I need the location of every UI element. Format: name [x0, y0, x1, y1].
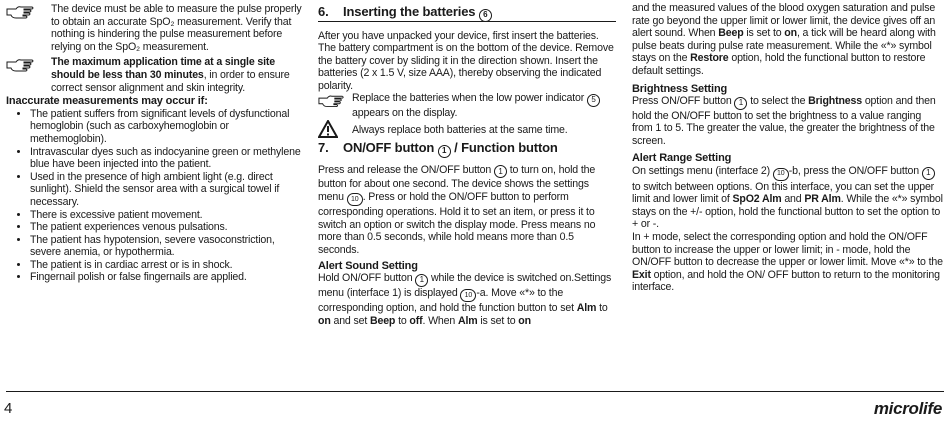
note-max-time-text: The maximum application time at a single site should be less than 30 minutes, in order to ensure correct sensor alignment and skin integrity. [51, 56, 290, 94]
left-column [6, 0, 302, 284]
alert-range-mode-paragraph: In + mode, select the corresponding option and hold the ON/OFF button to increase the upper or lower limit; in - mode, hold the ON/OFF button to decrease the upper or lower limit. Move «*» to the Exit option, and hold the ON/ OFF button to return to the monitoring interface. [632, 230, 943, 294]
alert-sound-paragraph: Hold ON/OFF button 1 while the device is switched on.Settings menu (interface 1) is displayed 10 -a. Move «*» to the corresponding option, and hold the function button to set Alm to on and set Beep to off. When Alm is set to on [318, 272, 612, 327]
list-item: • The patient is in cardiac arrest or is in shock. [30, 259, 302, 272]
brand-logo: microlife [873, 399, 942, 418]
alert-range-heading: Alert Range Setting [632, 152, 732, 165]
note-replace-batteries: Replace the batteries when the low power indicator 5 appears on the display. [318, 92, 616, 119]
pointing-hand-icon [6, 3, 36, 23]
alert-continuation-paragraph: and the measured values of the blood oxygen saturation and pulse rate go beyond the upper limit or lower limit, the device gives off an alert sound. When Beep is set to on, a tick will be heard along with pulse beats during pulse rate measurement. While the «*» symbol stays on the Restore option, hold the functional button to restore default settings. [632, 2, 936, 77]
footer-rule [6, 391, 944, 392]
list-item: • Fingernail polish or false fingernails are applied. [30, 271, 302, 284]
ref-circle: 6 [479, 9, 492, 22]
middle-column [318, 0, 616, 327]
section-6-heading: 6. Inserting the batteries 6 [318, 4, 616, 22]
alert-range-paragraph: On settings menu (interface 2) 10 -b, press the ON/OFF button 1 to switch between options. On this interface, you can set the upper limit and lower limit of SpO2 Alm and PR Alm. While the «*» symbol stays on the +/- option, hold the functional button to set the option to + or -. [632, 165, 943, 231]
inaccurate-heading: Inaccurate measurements may occur if: [6, 95, 208, 108]
list-item: • The patient has hypotension, severe vasoconstriction, severe anemia, or hypothermia. [30, 234, 302, 259]
note-pulse-text: The device must be able to measure the pulse properly to obtain an accurate SpO₂ measurement. Verify that nothing is hindering the pulse measurement before relying on the SpO₂ measurement. [51, 3, 302, 53]
pointing-hand-icon [318, 92, 346, 112]
brightness-heading: Brightness Setting [632, 82, 728, 95]
list-item: • There is excessive patient movement. [30, 209, 302, 222]
right-column [632, 0, 944, 294]
alert-sound-heading: Alert Sound Setting [318, 259, 418, 272]
section-7-heading: 7. ON/OFF button 1 / Function button [318, 140, 616, 158]
list-item: • Used in the presence of high ambient light (e.g. direct sunlight). Shield the sensor area with a surgical towel if necessary. [30, 171, 302, 209]
page-number: 4 [4, 400, 13, 417]
onoff-paragraph: Press and release the ON/OFF button 1 to turn on, hold the button for about one second. The device shows the settings menu 10 . Press or hold the ON/OFF button to perform corresponding operations. Hold it to set an item, or press it to switch an option or switch the display mode. Press means no more than 0.5 seconds, while hold means more than 0.5 seconds. [318, 163, 596, 257]
brightness-paragraph: Press ON/OFF button 1 to select the Brightness option and then hold the ON/OFF button to set the brightness to a value ranging from 1 to 5. The greater the value, the greater the brightness of the screen. [632, 95, 936, 147]
list-item: • The patient experiences venous pulsations. [30, 221, 302, 234]
note-max-time [6, 56, 302, 94]
list-item: • The patient suffers from significant levels of dysfunctional hemoglobin (such as carboxyhemoglobin or methemoglobin). [30, 108, 302, 146]
warning-note: Always replace both batteries at the same time. [318, 120, 616, 137]
pointing-hand-icon [6, 56, 36, 76]
note-pulse [6, 3, 302, 53]
list-item: • Intravascular dyes such as indocyanine green or methylene blue have been injected into the patient. [30, 146, 302, 171]
inaccurate-list [6, 108, 302, 284]
batteries-paragraph: After you have unpacked your device, first insert the batteries. The battery compartment is on the bottom of the device. Remove the battery cover by sliding it in the direction shown. Insert the batteries (2 x 1.5 V, size AAA), thereby observing the indicated polarity. [318, 29, 614, 92]
warning-triangle-icon [318, 120, 338, 142]
